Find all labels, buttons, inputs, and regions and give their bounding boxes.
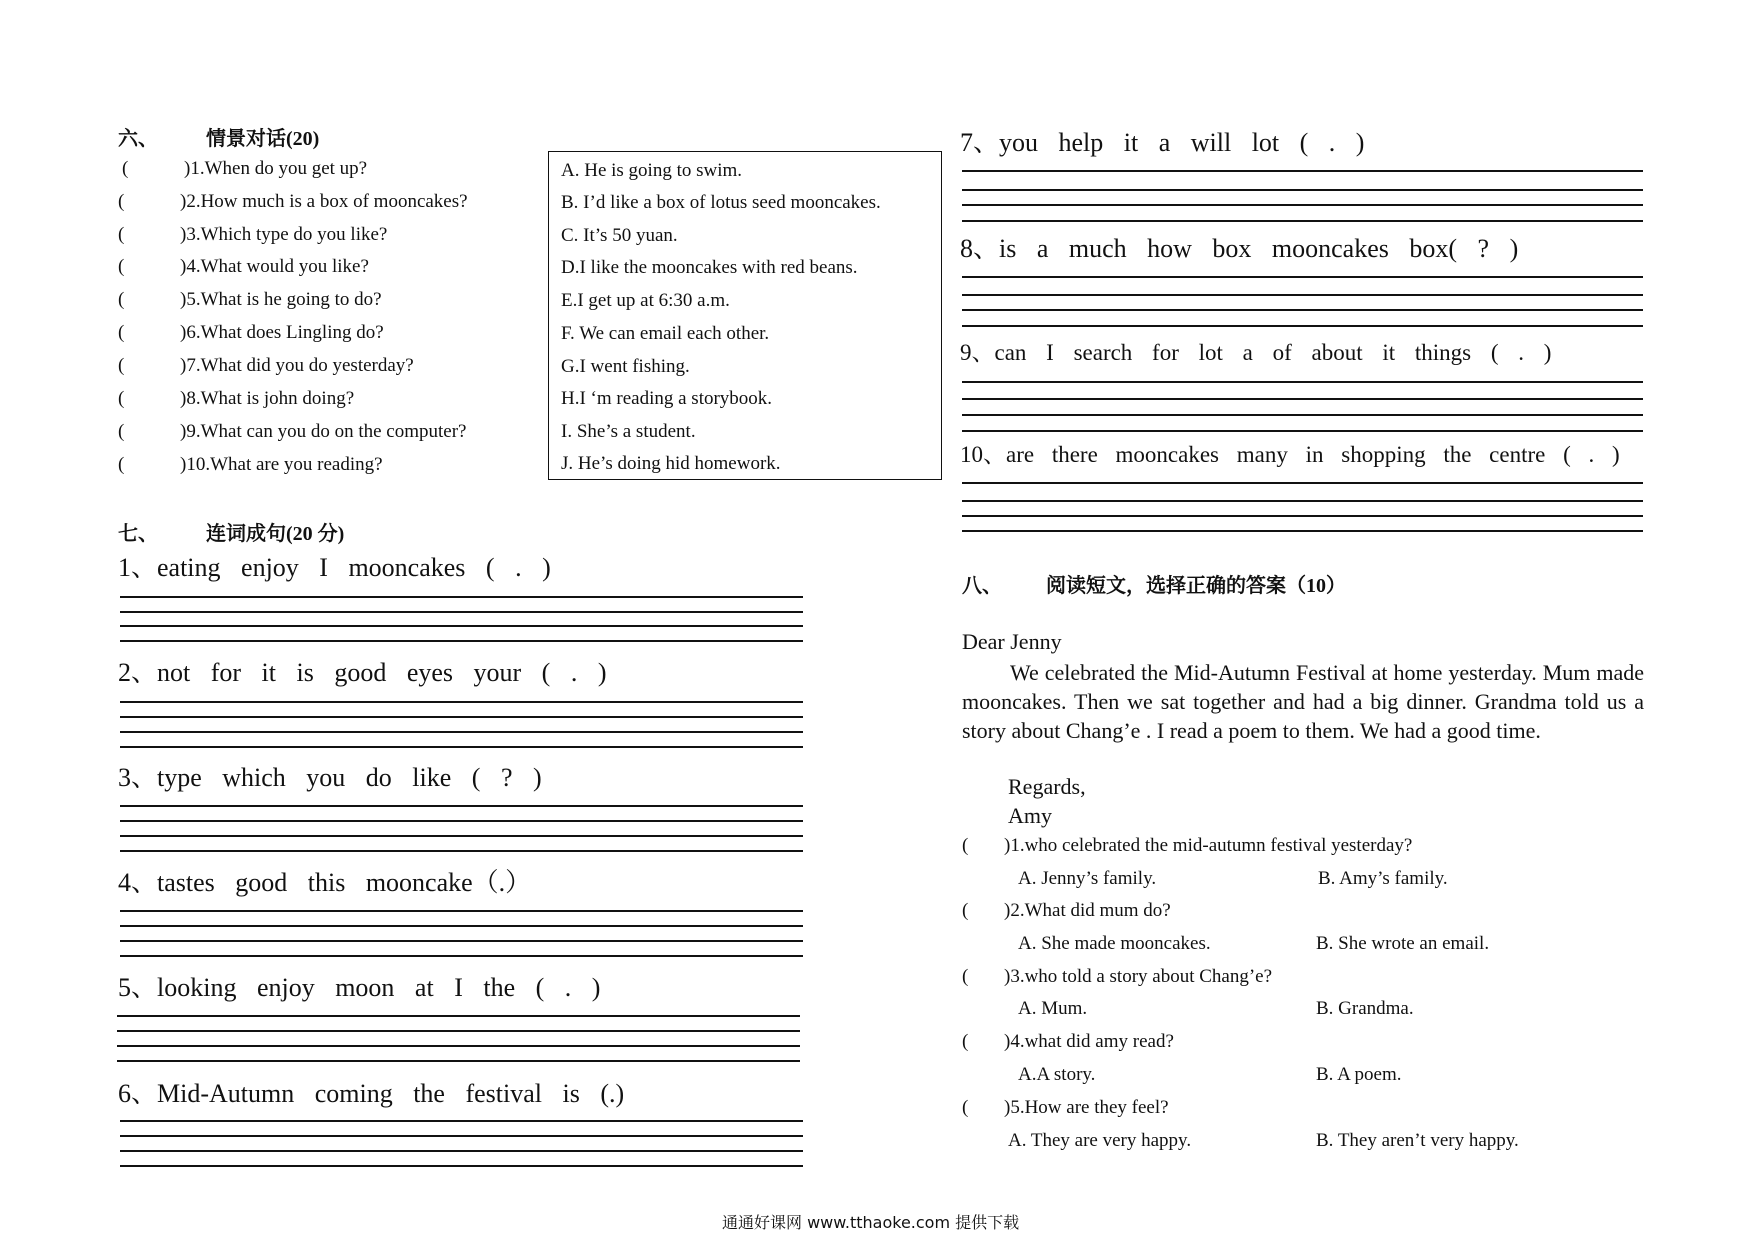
reading-q1-option-b: B. Amy’s family. — [1318, 868, 1448, 889]
writing-line — [120, 701, 803, 703]
reading-question-2: ( )2.What did mum do? — [962, 900, 1171, 921]
answer-options-box — [548, 151, 942, 480]
answer-option-b: B. I’d like a box of lotus seed mooncakes. — [561, 192, 881, 213]
reading-q3-option-b: B. Grandma. — [1316, 998, 1414, 1019]
writing-line — [962, 276, 1643, 278]
writing-line — [962, 414, 1643, 416]
reading-q2-option-a: A. She made mooncakes. — [1018, 933, 1211, 954]
writing-line — [962, 294, 1643, 296]
section8-number: 八、 — [962, 575, 1002, 597]
dialog-question-9: ( )9.What can you do on the computer? — [118, 421, 467, 442]
writing-line — [120, 955, 803, 957]
answer-option-d: D.I like the mooncakes with red beans. — [561, 257, 858, 278]
letter-body: We celebrated the Mid-Autumn Festival at home yesterday. Mum made mooncakes. Then we sat together and had a big dinner. Grandma told us a story about Chang’e . I read a poem to them. We had a good time. — [962, 660, 1644, 743]
writing-line — [120, 1165, 803, 1167]
writing-line — [962, 430, 1643, 432]
writing-line — [120, 1150, 803, 1152]
reading-question-1: ( )1.who celebrated the mid-autumn festival yesterday? — [962, 835, 1413, 856]
dialog-question-5: ( )5.What is he going to do? — [118, 289, 382, 310]
writing-line — [120, 625, 803, 627]
writing-line — [962, 515, 1643, 517]
reading-q5-option-a: A. They are very happy. — [1008, 1130, 1192, 1151]
reading-q4-option-b: B. A poem. — [1316, 1064, 1402, 1085]
writing-line — [120, 835, 803, 837]
scramble-sentence-10: 10、are there mooncakes many in shopping the centre ( . ) — [960, 442, 1620, 467]
answer-option-f: F. We can email each other. — [561, 323, 770, 344]
scramble-sentence-1: 1、eating enjoy I mooncakes ( . ) — [118, 553, 551, 582]
letter-closing: Regards, — [1008, 774, 1086, 799]
letter-salutation: Dear Jenny — [962, 629, 1062, 654]
section8-title: 阅读短文，选择正确的答案（10） — [1046, 575, 1346, 597]
reading-q5-option-b: B. They aren’t very happy. — [1316, 1130, 1519, 1151]
scramble-sentence-5: 5、looking enjoy moon at I the ( . ) — [118, 973, 601, 1002]
section7-number: 七、 — [118, 523, 158, 545]
writing-line — [962, 381, 1643, 383]
reading-q3-option-a: A. Mum. — [1018, 998, 1088, 1019]
answer-option-e: E.I get up at 6:30 a.m. — [561, 290, 730, 311]
section6-heading — [118, 122, 319, 151]
letter-signature: Amy — [1008, 803, 1052, 828]
writing-line — [120, 1120, 803, 1122]
reading-question-3: ( )3.who told a story about Chang’e? — [962, 966, 1273, 987]
writing-line — [962, 170, 1643, 172]
writing-line — [962, 500, 1643, 502]
scramble-sentence-4: 4、tastes good this mooncake（.） — [118, 868, 532, 897]
writing-line — [117, 1030, 800, 1032]
answer-option-h: H.I ‘m reading a storybook. — [561, 388, 773, 409]
writing-line — [120, 940, 803, 942]
writing-line — [117, 1060, 800, 1062]
writing-line — [962, 204, 1643, 206]
writing-line — [962, 325, 1643, 327]
answer-option-i: I. She’s a student. — [561, 421, 696, 442]
scramble-sentence-9: 9、can I search for lot a of about it things ( . ) — [960, 340, 1552, 365]
writing-line — [962, 309, 1643, 311]
scramble-sentence-3: 3、type which you do like ( ? ) — [118, 763, 542, 792]
writing-line — [962, 398, 1643, 400]
writing-line — [117, 1015, 800, 1017]
answer-option-a: A. He is going to swim. — [561, 160, 743, 181]
scramble-sentence-8: 8、is a much how box mooncakes box( ? ) — [960, 234, 1519, 263]
writing-line — [120, 805, 803, 807]
writing-line — [120, 611, 803, 613]
section7-heading — [118, 517, 344, 546]
dialog-question-10: ( )10.What are you reading? — [118, 454, 383, 475]
dialog-question-1: ( )1.When do you get up? — [122, 158, 368, 179]
scramble-sentence-6: 6、Mid-Autumn coming the festival is (.) — [118, 1079, 625, 1108]
writing-line — [962, 482, 1643, 484]
page-footer: 通通好课网 www.tthaoke.com 提供下载 — [722, 1213, 1020, 1232]
section8-heading — [962, 569, 1346, 598]
dialog-question-2: ( )2.How much is a box of mooncakes? — [118, 191, 468, 212]
reading-q4-option-a: A.A story. — [1018, 1064, 1096, 1085]
section7-title: 连词成句(20 分) — [206, 523, 345, 545]
writing-line — [120, 746, 803, 748]
reading-q2-option-b: B. She wrote an email. — [1316, 933, 1490, 954]
writing-line — [962, 189, 1643, 191]
scramble-sentence-7: 7、you help it a will lot ( . ) — [960, 128, 1365, 157]
answer-option-g: G.I went fishing. — [561, 356, 690, 377]
answer-option-c: C. It’s 50 yuan. — [561, 225, 678, 246]
writing-line — [120, 716, 803, 718]
writing-line — [120, 850, 803, 852]
dialog-question-4: ( )4.What would you like? — [118, 256, 369, 277]
dialog-question-8: ( )8.What is john doing? — [118, 388, 355, 409]
dialog-question-6: ( )6.What does Lingling do? — [118, 322, 384, 343]
reading-question-5: ( )5.How are they feel? — [962, 1097, 1169, 1118]
writing-line — [120, 640, 803, 642]
dialog-question-3: ( )3.Which type do you like? — [118, 224, 388, 245]
answer-option-j: J. He’s doing hid homework. — [561, 453, 781, 474]
writing-line — [120, 731, 803, 733]
scramble-sentence-2: 2、not for it is good eyes your ( . ) — [118, 658, 607, 687]
reading-question-4: ( )4.what did amy read? — [962, 1031, 1174, 1052]
writing-line — [962, 530, 1643, 532]
writing-line — [120, 1135, 803, 1137]
writing-line — [120, 596, 803, 598]
writing-line — [117, 1045, 800, 1047]
dialog-question-7: ( )7.What did you do yesterday? — [118, 355, 414, 376]
writing-line — [120, 910, 803, 912]
writing-line — [120, 925, 803, 927]
reading-q1-option-a: A. Jenny’s family. — [1018, 868, 1157, 889]
section6-number: 六、 — [118, 128, 158, 150]
writing-line — [962, 220, 1643, 222]
writing-line — [120, 820, 803, 822]
section6-title: 情景对话(20) — [206, 128, 320, 150]
